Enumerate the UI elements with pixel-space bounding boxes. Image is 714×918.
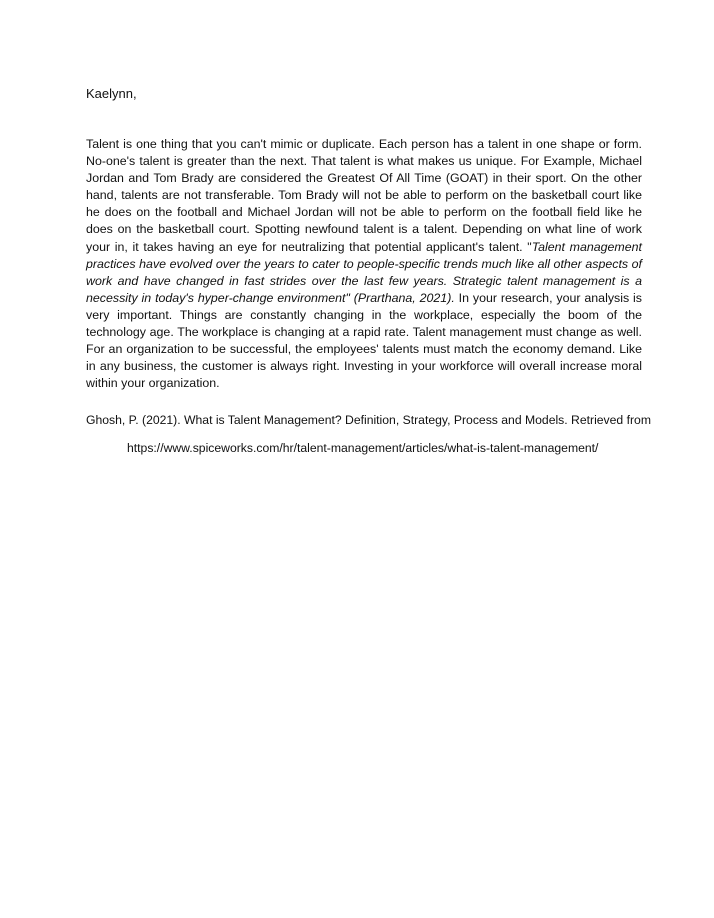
paragraph-text-part2: In your research, your analysis is very important. Things are constantly changing in the workplace, especially the boom of the technology age. The workplace is changing at a rapid rate. Talent management must change as well. For an organization to be successful, the employees' talents must match the economy demand. Like in any business, the customer is always right. Investing in your workforce will overall increase moral within your organization.	[86, 290, 643, 391]
reference-entry: Ghosh, P. (2021). What is Talent Management? Definition, Strategy, Process and Models. Retrieved from	[86, 413, 651, 427]
quote-citation: " (Prarthana, 2021).	[345, 290, 455, 305]
salutation: Kaelynn,	[86, 86, 137, 101]
body-paragraph	[86, 136, 642, 392]
paragraph-text-part1: Talent is one thing that you can't mimic or duplicate. Each person has a talent in one shape or form. No-one's talent is greater than the next. That talent is what makes us unique. For Example, Michael Jordan and Tom Brady are considered the Greatest Of All Time (GOAT) in their sport. On the other hand, talents are not transferable. Tom Brady will not be able to perform on the basketball court like he does on the football and Michael Jordan will not be able to perform on the football field like he does on the basketball court. Spotting newfound talent is a talent. Depending on what line of work your in, it takes having an eye for neutralizing that potential applicant's talent. "	[86, 137, 642, 254]
quote-text: Talent management practices have evolved over the years to cater to people-specific trends much like all other aspects of work and have changed in fast strides over the last few years. Strategic talent management is a necessity in today's hyper-change environment	[86, 239, 642, 305]
reference-url: https://www.spiceworks.com/hr/talent-management/articles/what-is-talent-management/	[127, 441, 599, 455]
